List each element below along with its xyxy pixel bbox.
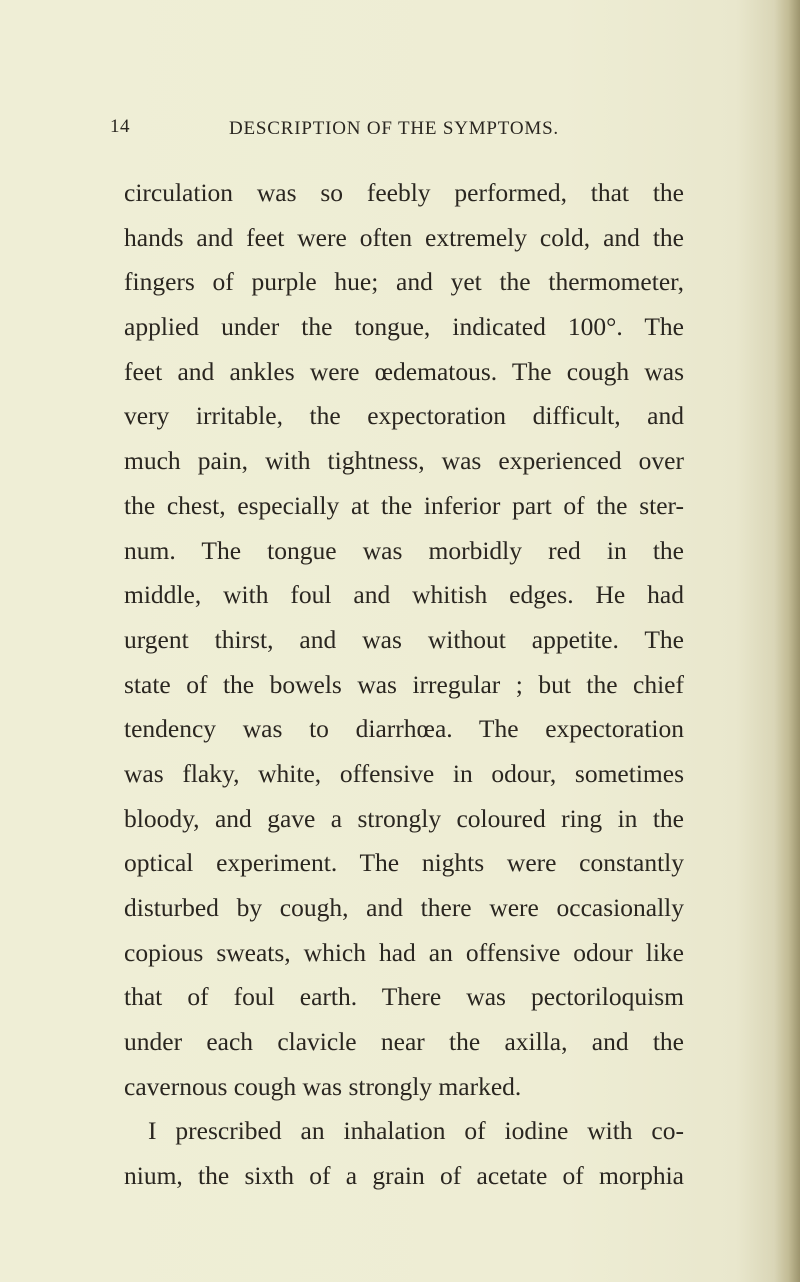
text-line: applied under the tongue, indicated 100°. The	[124, 312, 684, 342]
text-line: copious sweats, which had an offensive odour like	[124, 937, 684, 967]
body-text	[124, 171, 684, 1199]
running-head: DESCRIPTION OF THE SYMPTOMS.	[229, 118, 559, 139]
text-line: fingers of purple hue; and yet the thermometer,	[124, 267, 684, 297]
page-number: 14	[110, 116, 130, 137]
text-line: tendency was to diarrhœa. The expectoration	[124, 714, 684, 744]
text-line: was flaky, white, offensive in odour, sometimes	[124, 758, 684, 788]
text-line: the chest, especially at the inferior part of the ster-	[124, 490, 684, 520]
text-line: very irritable, the expectoration difficult, and	[124, 401, 684, 431]
text-line: urgent thirst, and was without appetite. The	[124, 624, 684, 654]
text-line: under each clavicle near the axilla, and the	[124, 1027, 684, 1057]
text-line-paragraph-start: I prescribed an inhalation of iodine with co-	[148, 1116, 684, 1146]
text-line: that of foul earth. There was pectoriloquism	[124, 982, 684, 1012]
text-line: middle, with foul and whitish edges. He had	[124, 580, 684, 610]
text-line: num. The tongue was morbidly red in the	[124, 535, 684, 565]
text-line-paragraph-end: cavernous cough was strongly marked.	[124, 1071, 522, 1101]
text-line: state of the bowels was irregular ; but the chief	[124, 669, 684, 699]
text-line: nium, the sixth of a grain of acetate of morphia	[124, 1161, 684, 1191]
text-line: optical experiment. The nights were constantly	[124, 848, 684, 878]
text-line: hands and feet were often extremely cold, and the	[124, 222, 684, 252]
page-edge-shadow	[774, 0, 800, 1282]
text-line: bloody, and gave a strongly coloured ring in the	[124, 803, 684, 833]
text-line: much pain, with tightness, was experienced over	[124, 446, 684, 476]
text-line: feet and ankles were œdematous. The cough was	[124, 356, 684, 386]
text-line: disturbed by cough, and there were occasionally	[124, 893, 684, 922]
text-line: circulation was so feebly performed, that the	[124, 178, 684, 207]
